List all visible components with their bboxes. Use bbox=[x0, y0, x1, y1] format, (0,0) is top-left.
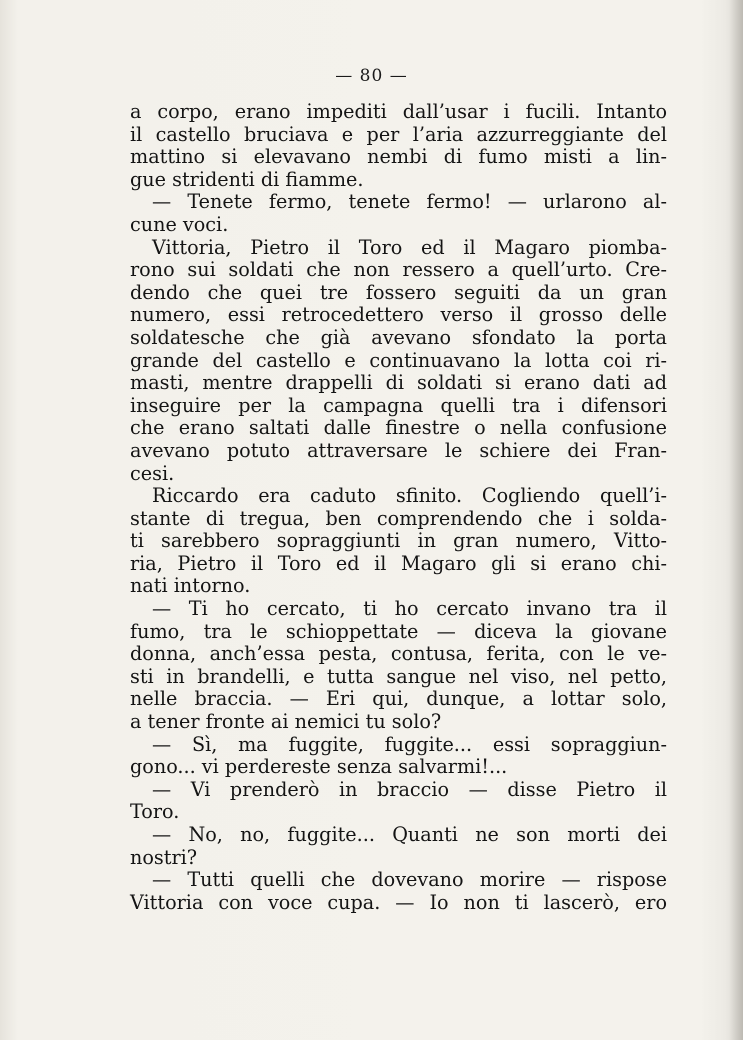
text-line: il castello bruciava e per l’aria azzurreggiante del bbox=[130, 122, 667, 146]
text-line: Toro. bbox=[130, 800, 180, 824]
text-line: rono sui soldati che non ressero a quell’urto. Cre- bbox=[130, 258, 667, 282]
text-line: a corpo, erano impediti dall’usar i fucili. Intanto bbox=[130, 100, 667, 123]
text-line: inseguire per la campagna quelli tra i difensori bbox=[130, 393, 667, 417]
text-line: — Sì, ma fuggite, fuggite... essi sopraggiun- bbox=[152, 732, 667, 756]
text-line: donna, anch’essa pesta, contusa, ferita, con le ve- bbox=[130, 642, 667, 666]
text-line: che erano saltati dalle finestre o nella confusione bbox=[130, 416, 667, 440]
text-line: — Ti ho cercato, ti ho cercato invano tra il bbox=[152, 597, 667, 621]
text-line: grande del castello e continuavano la lotta coi ri- bbox=[130, 348, 667, 372]
text-line: gono... vi perdereste senza salvarmi!... bbox=[130, 755, 508, 779]
text-line: cesi. bbox=[130, 461, 175, 485]
text-line: nelle braccia. — Eri qui, dunque, a lottar solo, bbox=[130, 687, 667, 711]
text-line: sti in brandelli, e tutta sangue nel viso, nel petto, bbox=[130, 664, 667, 688]
text-line: ria, Pietro il Toro ed il Magaro gli si erano chi- bbox=[130, 551, 667, 575]
text-line: masti, mentre drappelli di soldati si erano dati ad bbox=[130, 371, 667, 395]
text-line: Vittoria, Pietro il Toro ed il Magaro piomba- bbox=[152, 235, 667, 259]
text-line: avevano potuto attraversare le schiere dei Fran- bbox=[130, 438, 667, 462]
text-line: dendo che quei tre fossero seguiti da un gran bbox=[130, 280, 667, 304]
text-line: mattino si elevavano nembi di fumo misti a lin- bbox=[130, 145, 667, 169]
text-line: — Tutti quelli che dovevano morire — rispose bbox=[152, 868, 667, 892]
text-line: — Vi prenderò in braccio — disse Pietro il bbox=[152, 777, 667, 801]
text-line: ti sarebbero sopraggiunti in gran numero, Vitto- bbox=[130, 529, 667, 553]
text-line: fumo, tra le schioppettate — diceva la giovane bbox=[130, 619, 667, 643]
text-line: — Tenete fermo, tenete fermo! — urlarono al- bbox=[152, 190, 667, 214]
text-line: numero, essi retrocedettero verso il grosso delle bbox=[130, 303, 667, 327]
page-number: — 80 — bbox=[335, 66, 408, 86]
text-line: Vittoria con voce cupa. — Io non ti lascerò, ero bbox=[130, 890, 667, 914]
body-text bbox=[130, 101, 667, 914]
text-line: — No, no, fuggite... Quanti ne son morti dei bbox=[152, 823, 667, 846]
text-line: nostri? bbox=[130, 845, 198, 869]
text-line: stante di tregua, ben comprendendo che i solda- bbox=[130, 506, 667, 530]
text-line: cune voci. bbox=[130, 212, 229, 236]
text-line: gue stridenti di fiamme. bbox=[130, 167, 364, 191]
page-edge-shadow bbox=[729, 0, 743, 1040]
text-line: a tener fronte ai nemici tu solo? bbox=[130, 710, 442, 734]
text-line: Riccardo era caduto sfinito. Cogliendo quell’i- bbox=[152, 484, 667, 508]
text-line: soldatesche che già avevano sfondato la porta bbox=[130, 325, 667, 349]
text-line: nati intorno. bbox=[130, 574, 251, 598]
